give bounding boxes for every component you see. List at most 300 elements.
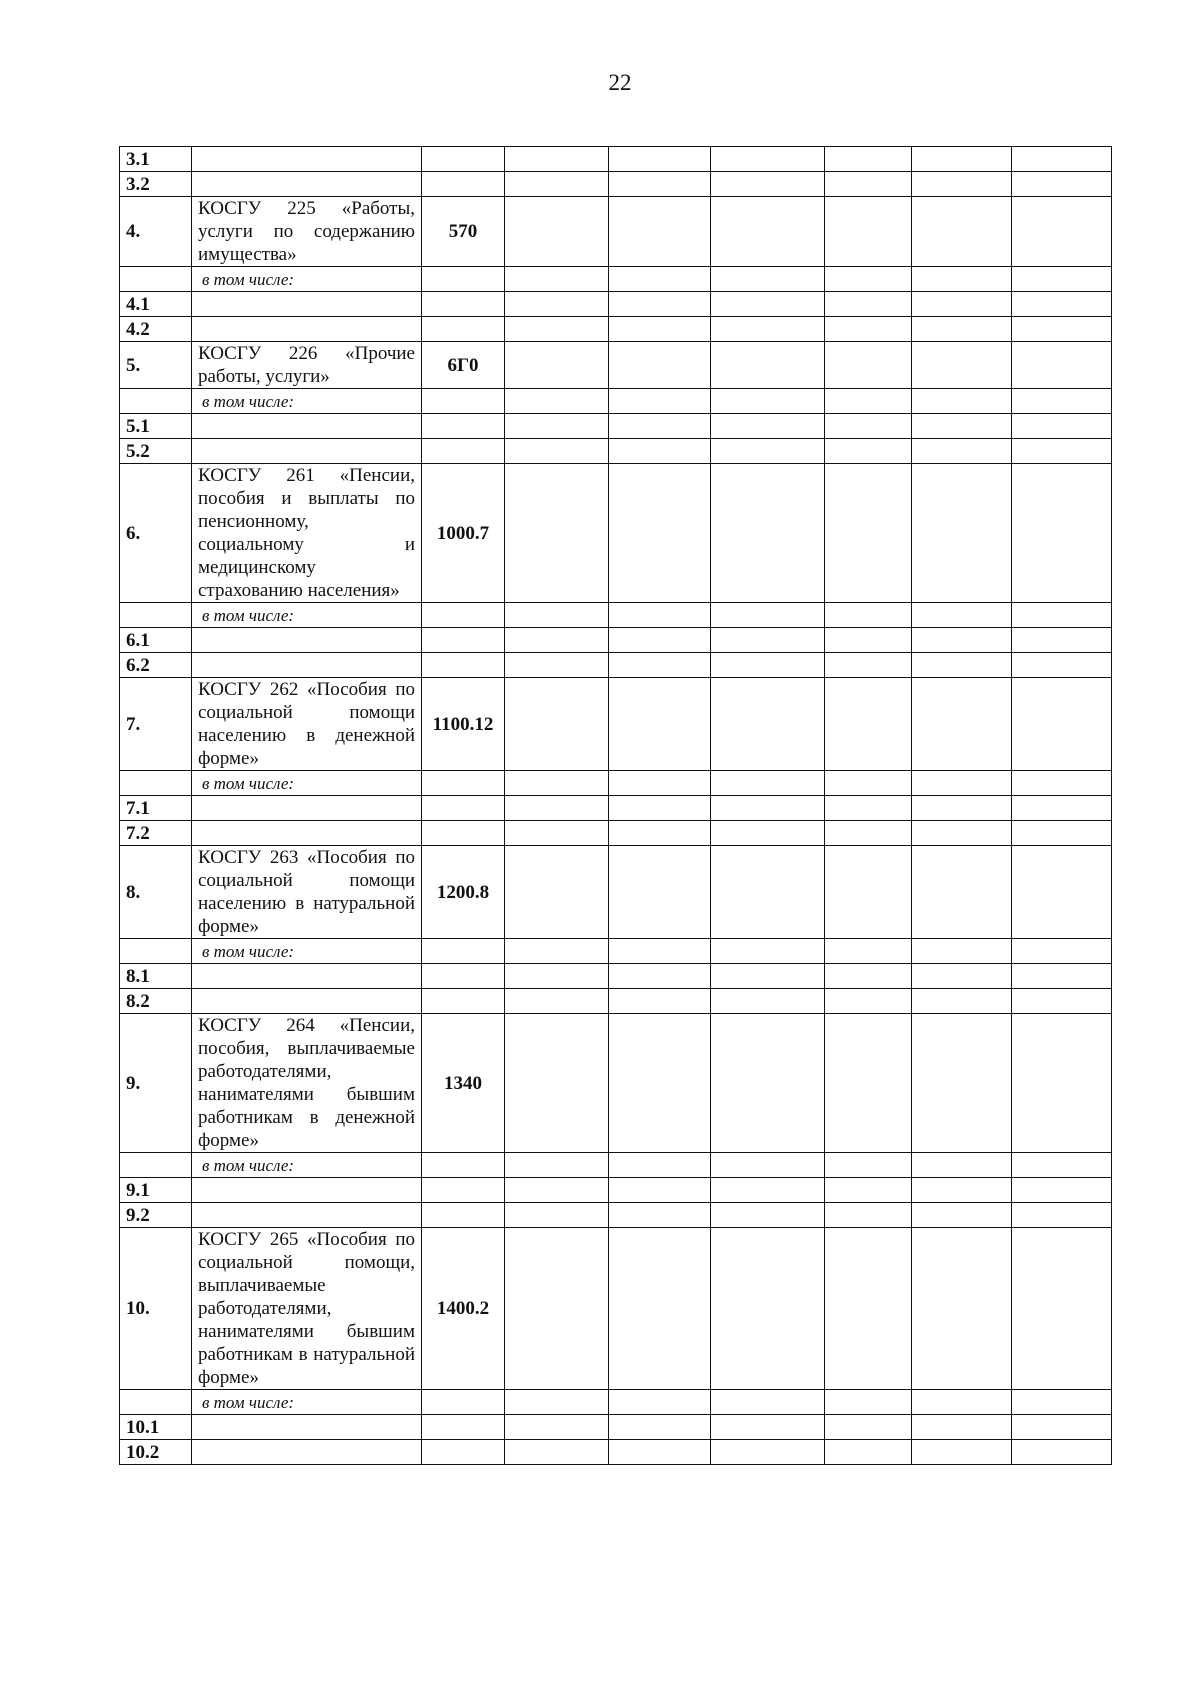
value-cell	[609, 771, 711, 796]
value-cell	[609, 414, 711, 439]
row-code	[422, 317, 505, 342]
value-cell	[825, 389, 912, 414]
value-cell	[825, 414, 912, 439]
table-row	[120, 846, 1112, 939]
value-cell	[609, 1178, 711, 1203]
value-cell	[505, 197, 609, 267]
row-code	[422, 821, 505, 846]
page-number: 22	[608, 70, 632, 95]
value-cell	[1012, 846, 1112, 939]
value-cell	[825, 1014, 912, 1153]
value-cell	[1012, 603, 1112, 628]
row-number	[120, 939, 192, 964]
row-number	[120, 267, 192, 292]
row-number	[120, 771, 192, 796]
value-cell	[912, 821, 1012, 846]
table-row	[120, 267, 1112, 292]
value-cell	[825, 989, 912, 1014]
value-cell	[711, 628, 825, 653]
including-label: в том числе:	[192, 1153, 422, 1178]
value-cell	[1012, 197, 1112, 267]
row-name	[192, 821, 422, 846]
row-number: 4.1	[120, 292, 192, 317]
value-cell	[609, 464, 711, 603]
value-cell	[505, 172, 609, 197]
value-cell	[912, 771, 1012, 796]
table-row	[120, 1178, 1112, 1203]
value-cell	[825, 1228, 912, 1390]
row-code	[422, 1178, 505, 1203]
row-code: 570	[422, 197, 505, 267]
row-number: 3.1	[120, 147, 192, 172]
value-cell	[825, 628, 912, 653]
row-code	[422, 267, 505, 292]
value-cell	[505, 939, 609, 964]
row-code	[422, 603, 505, 628]
value-cell	[505, 796, 609, 821]
value-cell	[912, 172, 1012, 197]
row-name	[192, 964, 422, 989]
value-cell	[609, 603, 711, 628]
value-cell	[825, 796, 912, 821]
value-cell	[711, 172, 825, 197]
including-label: в том числе:	[192, 939, 422, 964]
value-cell	[912, 628, 1012, 653]
value-cell	[912, 464, 1012, 603]
value-cell	[711, 1153, 825, 1178]
value-cell	[711, 1228, 825, 1390]
table-row	[120, 342, 1112, 389]
value-cell	[609, 267, 711, 292]
value-cell	[505, 846, 609, 939]
value-cell	[505, 267, 609, 292]
value-cell	[912, 292, 1012, 317]
value-cell	[1012, 796, 1112, 821]
value-cell	[912, 389, 1012, 414]
value-cell	[1012, 414, 1112, 439]
value-cell	[711, 678, 825, 771]
value-cell	[609, 1014, 711, 1153]
row-code	[422, 939, 505, 964]
table-row	[120, 147, 1112, 172]
row-name: КОСГУ 226 «Прочие работы, услуги»	[192, 342, 422, 389]
value-cell	[912, 342, 1012, 389]
row-name: КОСГУ 225 «Работы, услуги по содержанию имущества»	[192, 197, 422, 267]
row-name	[192, 796, 422, 821]
value-cell	[609, 197, 711, 267]
row-number: 3.2	[120, 172, 192, 197]
value-cell	[505, 414, 609, 439]
value-cell	[912, 653, 1012, 678]
row-number: 9.1	[120, 1178, 192, 1203]
value-cell	[912, 678, 1012, 771]
row-code	[422, 389, 505, 414]
row-name: КОСГУ 263 «Пособия по социальной помощи населению в натуральной форме»	[192, 846, 422, 939]
value-cell	[505, 464, 609, 603]
value-cell	[609, 292, 711, 317]
row-number	[120, 1390, 192, 1415]
including-label: в том числе:	[192, 603, 422, 628]
value-cell	[609, 653, 711, 678]
row-number: 6.2	[120, 653, 192, 678]
value-cell	[1012, 147, 1112, 172]
value-cell	[1012, 1203, 1112, 1228]
row-code: 6Г0	[422, 342, 505, 389]
row-name: КОСГУ 262 «Пособия по социальной помощи населению в денежной форме»	[192, 678, 422, 771]
value-cell	[825, 1203, 912, 1228]
value-cell	[825, 317, 912, 342]
value-cell	[609, 964, 711, 989]
row-code: 1340	[422, 1014, 505, 1153]
value-cell	[609, 796, 711, 821]
row-number: 4.2	[120, 317, 192, 342]
row-number: 10.1	[120, 1415, 192, 1440]
row-number: 7.1	[120, 796, 192, 821]
value-cell	[505, 628, 609, 653]
row-number: 8.1	[120, 964, 192, 989]
value-cell	[825, 653, 912, 678]
value-cell	[711, 1390, 825, 1415]
value-cell	[825, 1390, 912, 1415]
value-cell	[912, 197, 1012, 267]
value-cell	[711, 1014, 825, 1153]
row-code: 1000.7	[422, 464, 505, 603]
value-cell	[912, 1440, 1012, 1465]
value-cell	[1012, 678, 1112, 771]
table-row	[120, 414, 1112, 439]
value-cell	[609, 846, 711, 939]
row-name	[192, 147, 422, 172]
value-cell	[1012, 628, 1112, 653]
table-row	[120, 1153, 1112, 1178]
row-number: 8.2	[120, 989, 192, 1014]
table-row	[120, 292, 1112, 317]
row-number: 9.2	[120, 1203, 192, 1228]
value-cell	[825, 197, 912, 267]
value-cell	[912, 1153, 1012, 1178]
value-cell	[711, 267, 825, 292]
value-cell	[711, 439, 825, 464]
row-code	[422, 628, 505, 653]
row-name: КОСГУ 261 «Пенсии, пособия и выплаты по пенсионному, социальному и медицинскому страхованию населения»	[192, 464, 422, 603]
row-number: 5.	[120, 342, 192, 389]
row-number: 7.2	[120, 821, 192, 846]
row-code: 1400.2	[422, 1228, 505, 1390]
including-label: в том числе:	[192, 389, 422, 414]
value-cell	[825, 147, 912, 172]
row-code	[422, 1203, 505, 1228]
value-cell	[825, 292, 912, 317]
value-cell	[711, 197, 825, 267]
value-cell	[609, 342, 711, 389]
value-cell	[609, 439, 711, 464]
value-cell	[1012, 342, 1112, 389]
value-cell	[1012, 821, 1112, 846]
value-cell	[711, 1178, 825, 1203]
value-cell	[711, 1203, 825, 1228]
value-cell	[505, 292, 609, 317]
value-cell	[912, 939, 1012, 964]
value-cell	[711, 939, 825, 964]
value-cell	[505, 1390, 609, 1415]
value-cell	[1012, 939, 1112, 964]
row-code: 1100.12	[422, 678, 505, 771]
row-code	[422, 1440, 505, 1465]
value-cell	[711, 317, 825, 342]
table-row	[120, 603, 1112, 628]
row-number: 6.	[120, 464, 192, 603]
value-cell	[1012, 1153, 1112, 1178]
row-name	[192, 989, 422, 1014]
value-cell	[505, 342, 609, 389]
row-code	[422, 414, 505, 439]
value-cell	[825, 964, 912, 989]
value-cell	[711, 653, 825, 678]
row-name: КОСГУ 265 «Пособия по социальной помощи, выплачиваемые работодателями, нанимателями бывшим работникам в натуральной форме»	[192, 1228, 422, 1390]
value-cell	[912, 1390, 1012, 1415]
row-code	[422, 1415, 505, 1440]
value-cell	[912, 267, 1012, 292]
value-cell	[1012, 292, 1112, 317]
value-cell	[711, 989, 825, 1014]
including-label: в том числе:	[192, 771, 422, 796]
value-cell	[1012, 1178, 1112, 1203]
value-cell	[1012, 771, 1112, 796]
value-cell	[825, 771, 912, 796]
value-cell	[1012, 989, 1112, 1014]
table-body	[120, 147, 1112, 1465]
value-cell	[825, 1440, 912, 1465]
value-cell	[505, 1014, 609, 1153]
value-cell	[825, 1415, 912, 1440]
value-cell	[505, 821, 609, 846]
value-cell	[825, 172, 912, 197]
value-cell	[1012, 1440, 1112, 1465]
row-code	[422, 1390, 505, 1415]
row-number: 5.2	[120, 439, 192, 464]
table-row	[120, 653, 1112, 678]
including-label: в том числе:	[192, 1390, 422, 1415]
value-cell	[711, 414, 825, 439]
value-cell	[912, 1203, 1012, 1228]
value-cell	[1012, 653, 1112, 678]
row-code	[422, 653, 505, 678]
value-cell	[825, 1153, 912, 1178]
value-cell	[505, 1228, 609, 1390]
value-cell	[505, 678, 609, 771]
row-code	[422, 1153, 505, 1178]
row-number: 6.1	[120, 628, 192, 653]
row-number	[120, 603, 192, 628]
row-code: 1200.8	[422, 846, 505, 939]
row-number: 4.	[120, 197, 192, 267]
value-cell	[825, 1178, 912, 1203]
value-cell	[609, 1203, 711, 1228]
value-cell	[825, 939, 912, 964]
table-row	[120, 1390, 1112, 1415]
row-number: 7.	[120, 678, 192, 771]
value-cell	[505, 964, 609, 989]
value-cell	[912, 1228, 1012, 1390]
row-name	[192, 414, 422, 439]
row-name	[192, 1415, 422, 1440]
value-cell	[711, 342, 825, 389]
value-cell	[609, 1153, 711, 1178]
kosgu-table	[119, 146, 1112, 1465]
value-cell	[505, 1203, 609, 1228]
value-cell	[1012, 317, 1112, 342]
value-cell	[1012, 964, 1112, 989]
value-cell	[912, 439, 1012, 464]
row-name	[192, 1178, 422, 1203]
value-cell	[1012, 439, 1112, 464]
row-number: 9.	[120, 1014, 192, 1153]
row-code	[422, 964, 505, 989]
value-cell	[912, 846, 1012, 939]
table-row	[120, 939, 1112, 964]
table-row	[120, 1203, 1112, 1228]
value-cell	[912, 603, 1012, 628]
value-cell	[711, 1415, 825, 1440]
value-cell	[711, 147, 825, 172]
value-cell	[912, 1178, 1012, 1203]
table-row	[120, 989, 1112, 1014]
value-cell	[711, 292, 825, 317]
value-cell	[825, 603, 912, 628]
value-cell	[912, 414, 1012, 439]
table-row	[120, 1415, 1112, 1440]
value-cell	[1012, 267, 1112, 292]
value-cell	[505, 1153, 609, 1178]
table-row	[120, 317, 1112, 342]
table-row	[120, 1228, 1112, 1390]
row-name	[192, 172, 422, 197]
row-code	[422, 771, 505, 796]
value-cell	[711, 603, 825, 628]
value-cell	[711, 796, 825, 821]
row-code	[422, 989, 505, 1014]
value-cell	[912, 147, 1012, 172]
value-cell	[609, 628, 711, 653]
value-cell	[609, 317, 711, 342]
value-cell	[912, 317, 1012, 342]
row-name	[192, 292, 422, 317]
value-cell	[825, 439, 912, 464]
value-cell	[825, 678, 912, 771]
value-cell	[825, 821, 912, 846]
value-cell	[912, 1014, 1012, 1153]
value-cell	[912, 964, 1012, 989]
row-name	[192, 628, 422, 653]
value-cell	[1012, 1228, 1112, 1390]
row-number: 5.1	[120, 414, 192, 439]
row-code	[422, 147, 505, 172]
value-cell	[711, 821, 825, 846]
row-number: 10.2	[120, 1440, 192, 1465]
value-cell	[609, 1440, 711, 1465]
value-cell	[711, 464, 825, 603]
value-cell	[505, 317, 609, 342]
row-name	[192, 1203, 422, 1228]
value-cell	[505, 603, 609, 628]
value-cell	[505, 1178, 609, 1203]
value-cell	[711, 771, 825, 796]
table-row	[120, 796, 1112, 821]
value-cell	[1012, 464, 1112, 603]
table-row	[120, 1440, 1112, 1465]
value-cell	[825, 267, 912, 292]
value-cell	[609, 1228, 711, 1390]
row-name	[192, 317, 422, 342]
row-code	[422, 439, 505, 464]
value-cell	[609, 678, 711, 771]
table-row	[120, 1014, 1112, 1153]
value-cell	[609, 1390, 711, 1415]
value-cell	[609, 389, 711, 414]
table-row	[120, 439, 1112, 464]
value-cell	[505, 653, 609, 678]
value-cell	[825, 342, 912, 389]
value-cell	[505, 1415, 609, 1440]
row-number: 8.	[120, 846, 192, 939]
value-cell	[711, 846, 825, 939]
table-row	[120, 964, 1112, 989]
value-cell	[711, 1440, 825, 1465]
table-row	[120, 678, 1112, 771]
value-cell	[1012, 1014, 1112, 1153]
value-cell	[505, 147, 609, 172]
value-cell	[609, 821, 711, 846]
table-row	[120, 771, 1112, 796]
value-cell	[505, 1440, 609, 1465]
row-name	[192, 653, 422, 678]
value-cell	[711, 389, 825, 414]
value-cell	[825, 846, 912, 939]
value-cell	[609, 147, 711, 172]
value-cell	[1012, 172, 1112, 197]
table-row	[120, 389, 1112, 414]
table-row	[120, 821, 1112, 846]
row-code	[422, 292, 505, 317]
value-cell	[1012, 1390, 1112, 1415]
value-cell	[912, 796, 1012, 821]
row-code	[422, 172, 505, 197]
value-cell	[711, 964, 825, 989]
value-cell	[825, 464, 912, 603]
table-row	[120, 197, 1112, 267]
value-cell	[912, 989, 1012, 1014]
row-number	[120, 389, 192, 414]
value-cell	[912, 1415, 1012, 1440]
table-row	[120, 628, 1112, 653]
value-cell	[505, 439, 609, 464]
value-cell	[505, 771, 609, 796]
row-number: 10.	[120, 1228, 192, 1390]
value-cell	[1012, 389, 1112, 414]
value-cell	[609, 989, 711, 1014]
table-row	[120, 172, 1112, 197]
value-cell	[609, 939, 711, 964]
row-number	[120, 1153, 192, 1178]
row-name: КОСГУ 264 «Пенсии, пособия, выплачиваемые работодателями, нанимателями бывшим работникам в денежной форме»	[192, 1014, 422, 1153]
table-row	[120, 464, 1112, 603]
row-name	[192, 1440, 422, 1465]
value-cell	[1012, 1415, 1112, 1440]
row-code	[422, 796, 505, 821]
value-cell	[505, 989, 609, 1014]
row-name	[192, 439, 422, 464]
including-label: в том числе:	[192, 267, 422, 292]
